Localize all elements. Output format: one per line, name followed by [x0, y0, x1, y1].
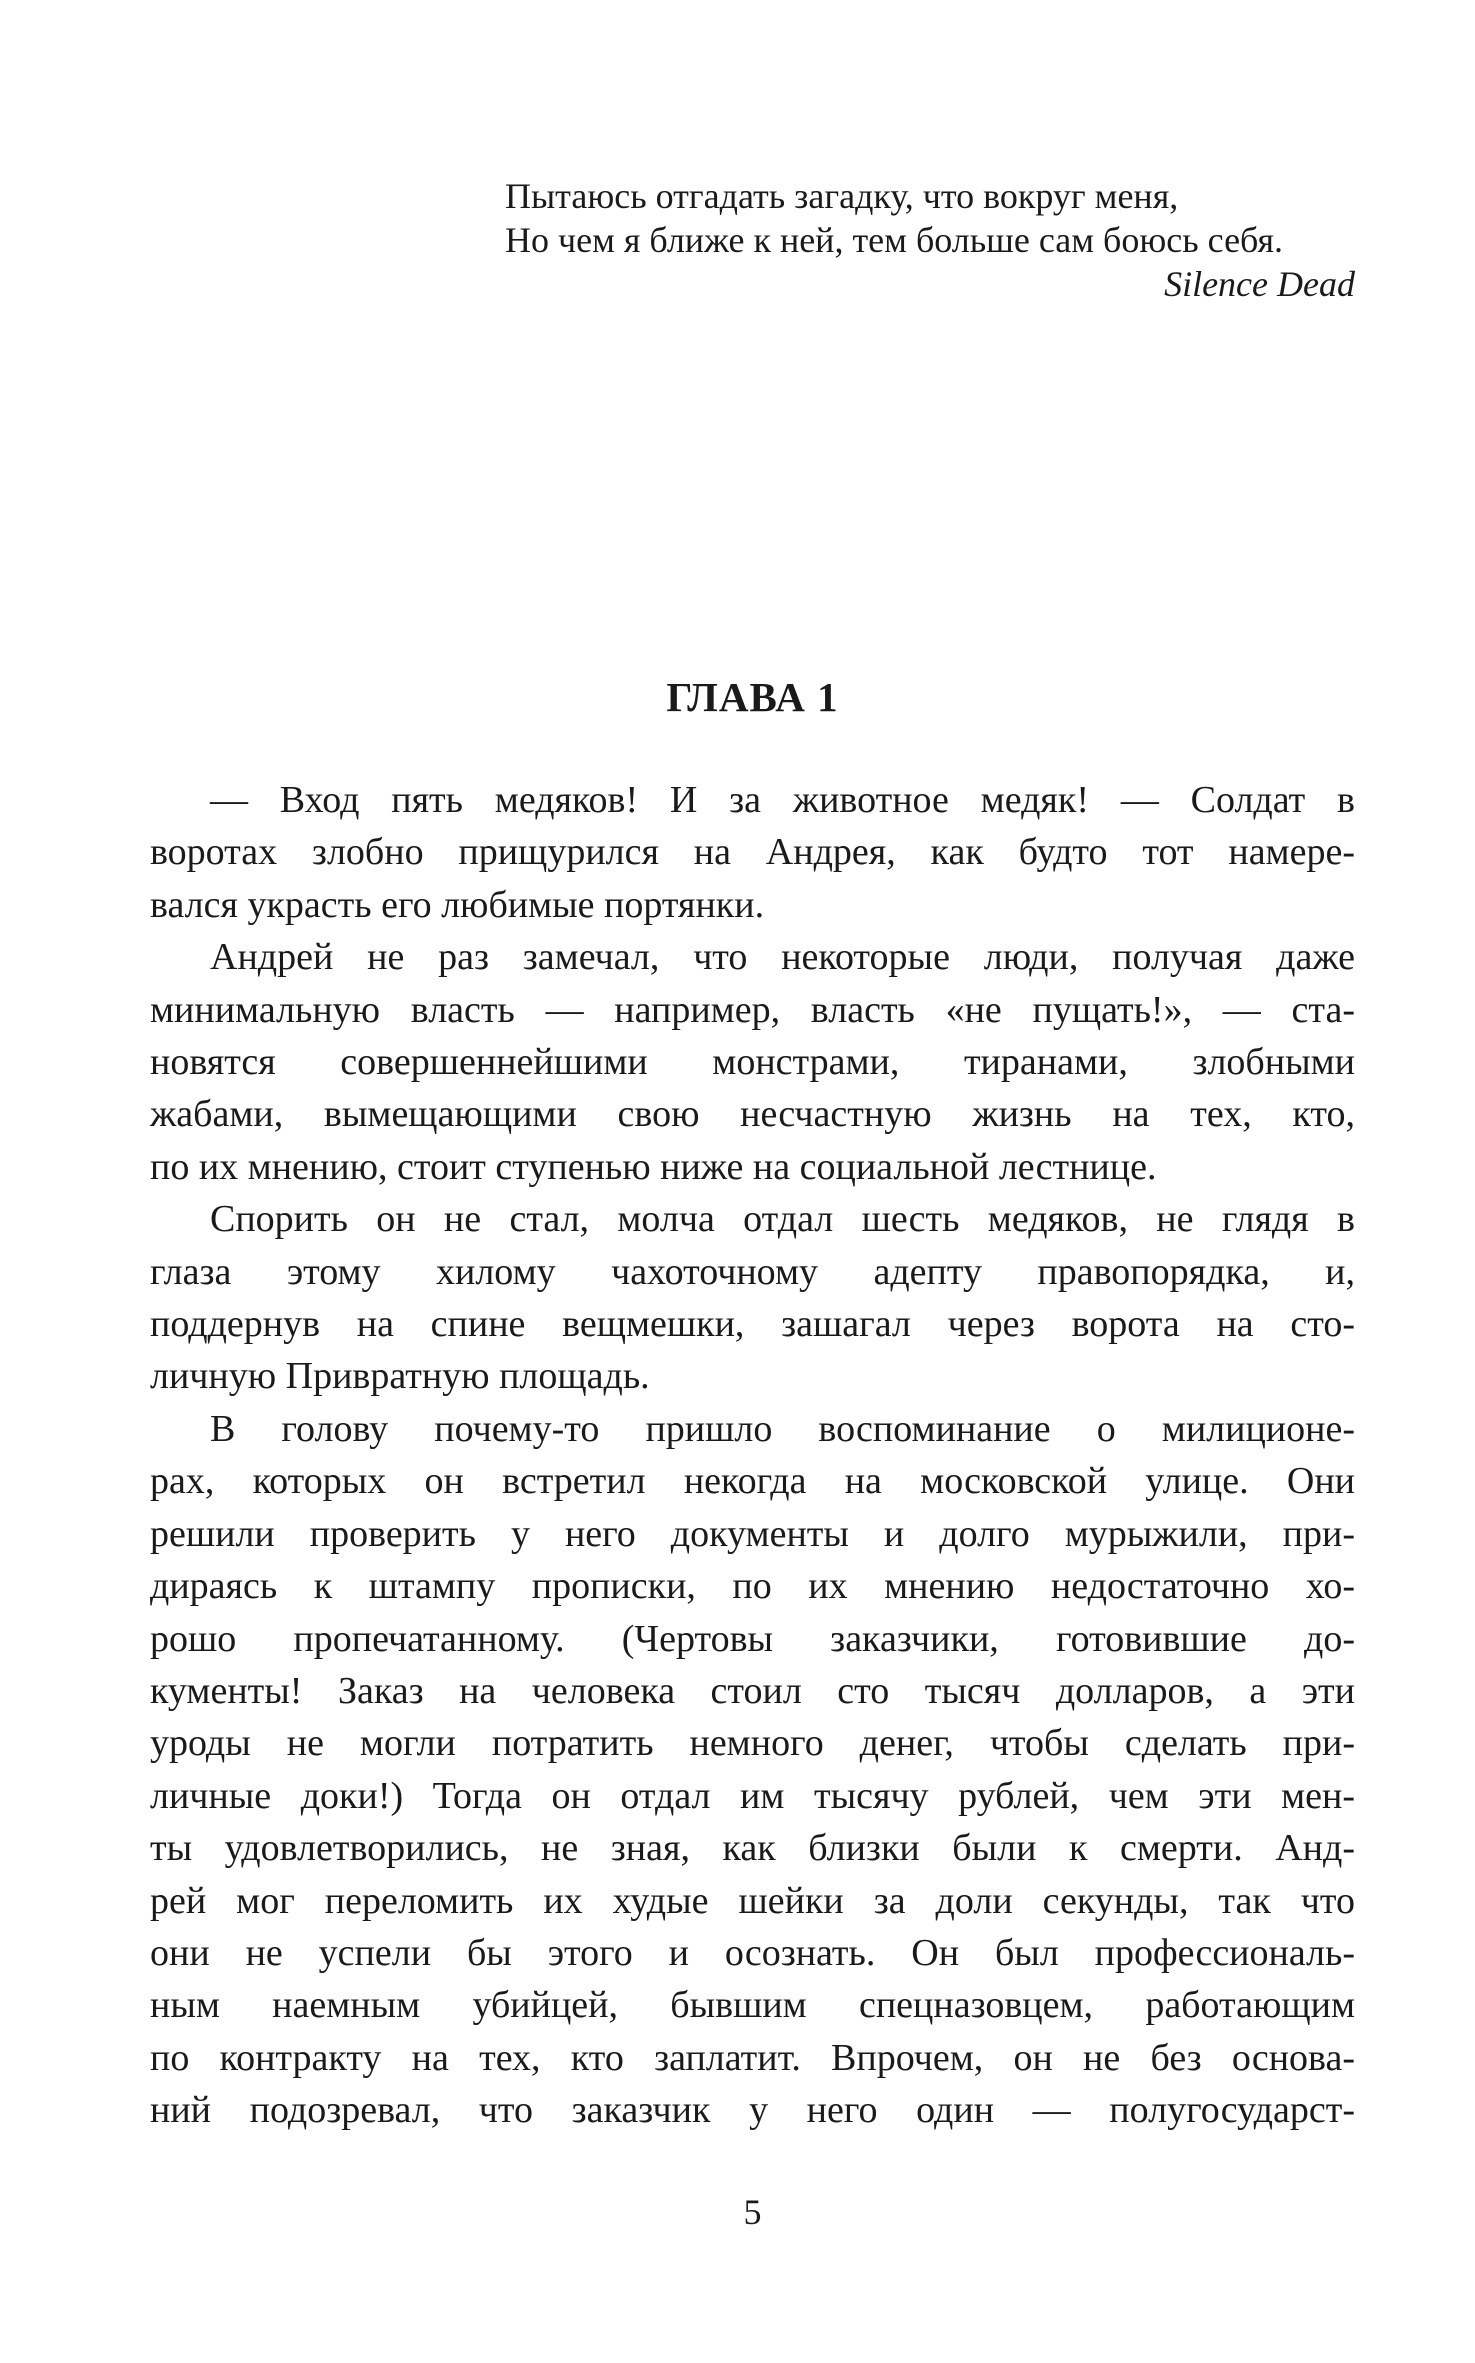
text-line: рей мог переломить их худые шейки за доли секунды, так что [150, 1879, 1355, 1922]
text-line: рах, которых он встретил некогда на московской улице. Они [150, 1460, 1355, 1503]
text-line: — Вход пять медяков! И за животное медяк! — Солдат в [210, 779, 1355, 821]
paragraph [150, 774, 1355, 931]
text-line: ты удовлетворились, не зная, как близки были к смерти. Анд- [150, 1827, 1355, 1870]
text-line: по контракту на тех, кто заплатит. Впрочем, он не без основа- [150, 2036, 1355, 2079]
text-line: они не успели бы этого и осознать. Он был профессиональ- [150, 1931, 1355, 1974]
text-line: Спорить он не стал, молча отдал шесть медяков, не глядя в [210, 1198, 1355, 1241]
body-text [150, 774, 1355, 2137]
text-line: Андрей не раз замечал, что некоторые люди, получая даже [210, 936, 1355, 979]
text-line: новятся совершеннейшими монстрами, тиранами, злобными [150, 1041, 1355, 1084]
paragraph [150, 1193, 1355, 1403]
text-line: рошо пропечатанному. (Чертовы заказчики, готовившие до- [150, 1617, 1355, 1660]
text-line: решили проверить у него документы и долго мурыжили, при- [150, 1512, 1355, 1555]
chapter-title: ГЛАВА 1 [666, 674, 839, 720]
text-line: вался украсть его любимые портянки. [150, 883, 765, 926]
text-line: поддернув на спине вещмешки, зашагал через ворота на сто- [150, 1303, 1355, 1346]
text-line: дираясь к штампу прописки, по их мнению недостаточно хо- [150, 1565, 1355, 1608]
text-line: ным наемным убийцей, бывшим спецназовцем, работающим [150, 1984, 1355, 2027]
text-line: кументы! Заказ на человека стоил сто тысяч долларов, а эти [150, 1669, 1355, 1712]
text-line: жабами, вымещающими свою несчастную жизнь на тех, кто, [150, 1093, 1355, 1136]
text-line: В голову почему-то пришло воспоминание о милиционе- [210, 1407, 1355, 1450]
text-line: по их мнению, стоит ступенью ниже на социальной лестнице. [150, 1145, 1157, 1188]
epigraph [505, 174, 1355, 306]
paragraph [150, 1403, 1355, 2137]
epigraph-author: Silence Dead [1164, 264, 1355, 304]
text-line: глаза этому хилому чахоточному адепту правопорядка, и, [150, 1250, 1355, 1293]
text-line: личную Привратную площадь. [150, 1355, 650, 1398]
text-line: уроды не могли потратить немного денег, чтобы сделать при- [150, 1722, 1355, 1765]
epigraph-line: Но чем я ближе к ней, тем больше сам боюсь себя. [505, 220, 1284, 260]
text-line: минимальную власть — например, власть «не пущать!», — ста- [150, 988, 1355, 1031]
paragraph [150, 931, 1355, 1193]
epigraph-line: Пытаюсь отгадать загадку, что вокруг меня, [505, 176, 1179, 216]
text-line: ний подозревал, что заказчик у него один — полугосударст- [150, 2089, 1355, 2132]
text-line: личные доки!) Тогда он отдал им тысячу рублей, чем эти мен- [150, 1774, 1355, 1817]
page-number: 5 [743, 2192, 762, 2232]
text-line: воротах злобно прищурился на Андрея, как будто тот намере- [150, 831, 1355, 874]
